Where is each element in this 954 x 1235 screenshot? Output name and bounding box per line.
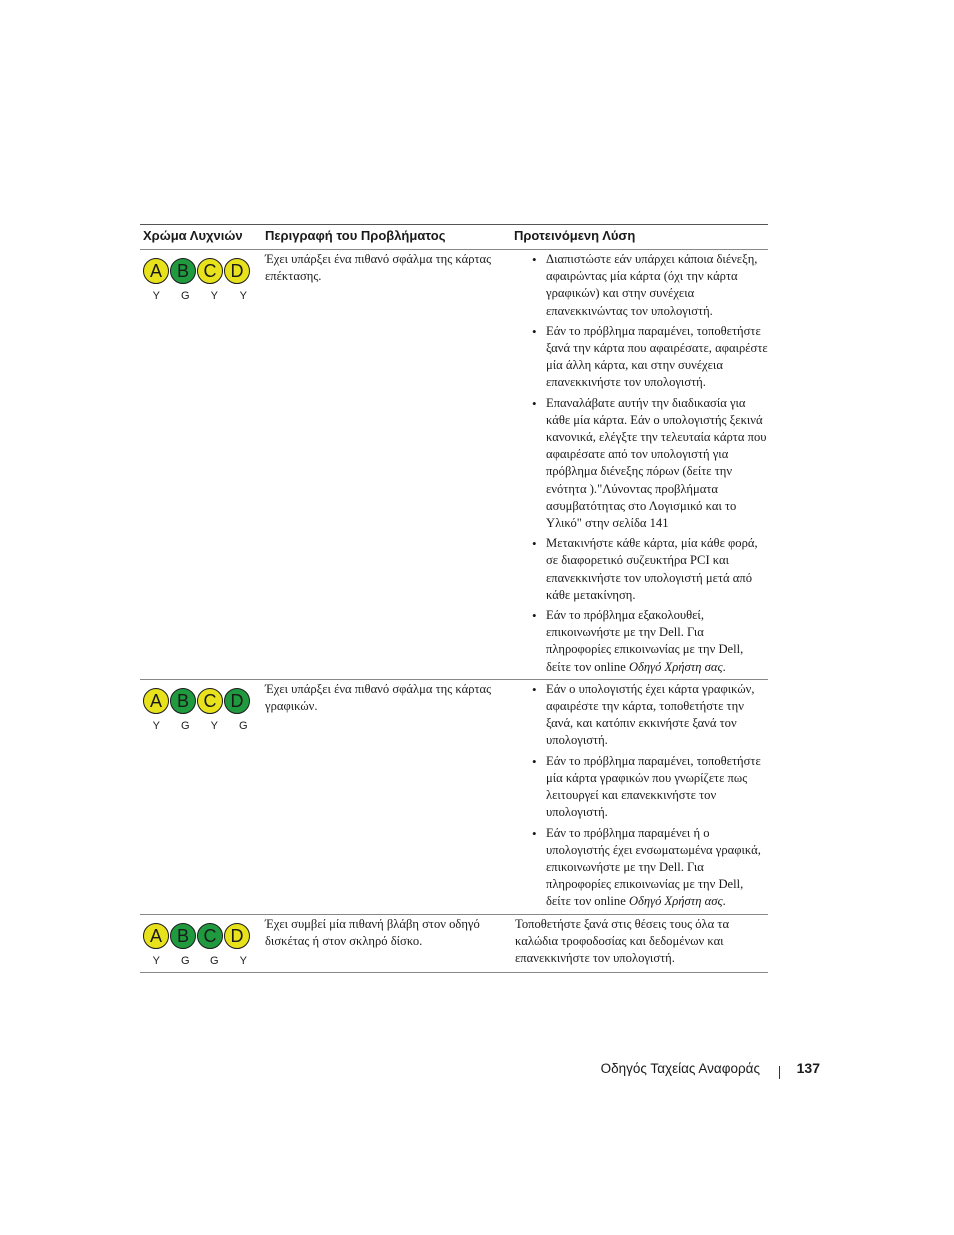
header-suggested-solution: Προτεινόμενη Λύση <box>512 225 768 250</box>
led-color-codes <box>142 953 260 970</box>
led-code: Y <box>210 719 219 732</box>
led-d-icon: D <box>224 258 250 284</box>
led-a-icon: A <box>143 688 169 714</box>
suggested-solution <box>512 250 768 680</box>
led-code: G <box>238 719 249 732</box>
suggested-solution: Τοποθετήστε ξανά στις θέσεις τους όλα τα καλώδια τροφοδοσίας και δεδομένων και επανεκκινήστε τον υπολογιστή. <box>512 914 768 973</box>
led-c-icon: C <box>197 258 223 284</box>
table-row <box>140 679 768 914</box>
page-number: 137 <box>796 1060 820 1076</box>
led-code: Y <box>152 290 161 302</box>
led-code: G <box>180 290 191 302</box>
diagnostic-lights-cell <box>140 250 260 680</box>
solution-list <box>512 251 768 676</box>
led-code: G <box>180 954 191 967</box>
led-c-icon: C <box>197 688 223 714</box>
header-problem-description: Περιγραφή του Προβλήματος <box>260 225 512 250</box>
led-d-icon: D <box>224 923 250 949</box>
diagnostic-lights-cell <box>140 914 260 973</box>
solution-item: • Διαπιστώστε εάν υπάρχει κάποια διένεξη, αφαιρώντας μία κάρτα (όχι την κάρτα γραφικών) και στην συνέχεια επανεκκινώντας τον υπολογιστή. <box>532 251 768 320</box>
led-a-icon: A <box>143 258 169 284</box>
diagnostic-lights <box>143 923 260 949</box>
led-code: G <box>180 719 191 732</box>
led-color-codes <box>142 718 260 735</box>
footer-title: Οδηγός Ταχείας Αναφοράς <box>600 1061 760 1076</box>
led-code: Y <box>239 954 248 967</box>
led-code: G <box>209 954 220 967</box>
solution-item: • Εάν το πρόβλημα παραμένει, τοποθετήστε ξανά την κάρτα που αφαιρέσατε, αφαιρέστε μία άλλη κάρτα, και στην συνέχεια επανεκκινήστε τον υπολογιστή. <box>532 323 768 392</box>
solution-list <box>512 681 768 911</box>
led-a-icon: A <box>143 923 169 949</box>
led-b-icon: B <box>170 258 196 284</box>
solution-item: • Εάν το πρόβλημα παραμένει, τοποθετήστε μία κάρτα γραφικών που γνωρίζετε πως λειτουργεί και επανεκκινήστε τον υπολογιστή. <box>532 753 768 822</box>
diagnostic-lights <box>143 688 260 714</box>
problem-description: Έχει συμβεί μία πιθανή βλάβη στον οδηγό δισκέτας ή στον σκληρό δίσκο. <box>260 914 512 973</box>
table-row <box>140 250 768 680</box>
solution-item: • Εάν ο υπολογιστής έχει κάρτα γραφικών, αφαιρέστε την κάρτα, τοποθετήστε την ξανά, και κατόπιν εκκινήστε ξανά τον υπολογιστή. <box>532 681 768 750</box>
led-code: Y <box>152 954 161 967</box>
table-header-row <box>140 225 768 250</box>
user-guide-reference: Οδηγό Χρήστη σας <box>628 659 723 674</box>
table-row <box>140 914 768 973</box>
user-guide-reference: Οδηγό Χρήστη ασς <box>628 894 723 909</box>
page-footer <box>560 1060 822 1082</box>
problem-description: Έχει υπάρξει ένα πιθανό σφάλμα της κάρτας γραφικών. <box>260 679 512 914</box>
diagnostic-lights <box>143 258 260 284</box>
led-b-icon: B <box>170 688 196 714</box>
suggested-solution <box>512 679 768 914</box>
solution-item: • Εάν το πρόβλημα παραμένει ή ο υπολογιστής έχει ενσωματωμένα γραφικά, επικοινωνήστε με την Dell. Για πληροφορίες επικοινωνίας με την Dell, δείτε τον online Οδηγό Χρήστη ασς. <box>532 825 768 911</box>
led-code: Y <box>152 719 161 732</box>
diagnostic-lights-cell <box>140 679 260 914</box>
problem-description: Έχει υπάρξει ένα πιθανό σφάλμα της κάρτας επέκτασης. <box>260 250 512 680</box>
solution-item: • Εάν το πρόβλημα εξακολουθεί, επικοινωνήστε με την Dell. Για πληροφορίες επικοινωνίας με την Dell, δείτε τον online Οδηγό Χρήστη σας. <box>532 607 768 676</box>
led-d-icon: D <box>224 688 250 714</box>
footer-divider <box>779 1066 780 1079</box>
led-code: Y <box>239 290 248 302</box>
diagnostic-lights-table <box>140 224 768 973</box>
led-color-codes <box>142 288 260 305</box>
solution-item: • Μετακινήστε κάθε κάρτα, μία κάθε φορά, σε διαφορετικό συζευκτήρα PCI και επανεκκινήστε τον υπολογιστή μετά από κάθε μετακίνηση. <box>532 535 768 604</box>
led-c-icon: C <box>197 923 223 949</box>
solution-item: • Επαναλάβατε αυτήν την διαδικασία για κάθε μία κάρτα. Εάν ο υπολογιστής ξεκινά κανονικά, ελέγξτε την τελευταία κάρτα που αφαιρέσατε από τον υπολογιστή για πρόβλημα διένεξης πόρων (δείτε την ενότητα )."Λύνοντας προβλήματα ασυμβατότητας στο Λογισμικό και το Υλικό" στην σελίδα 141 <box>532 395 768 533</box>
header-light-color: Χρώμα Λυχνιών <box>140 225 260 250</box>
led-b-icon: B <box>170 923 196 949</box>
led-code: Y <box>210 290 219 302</box>
